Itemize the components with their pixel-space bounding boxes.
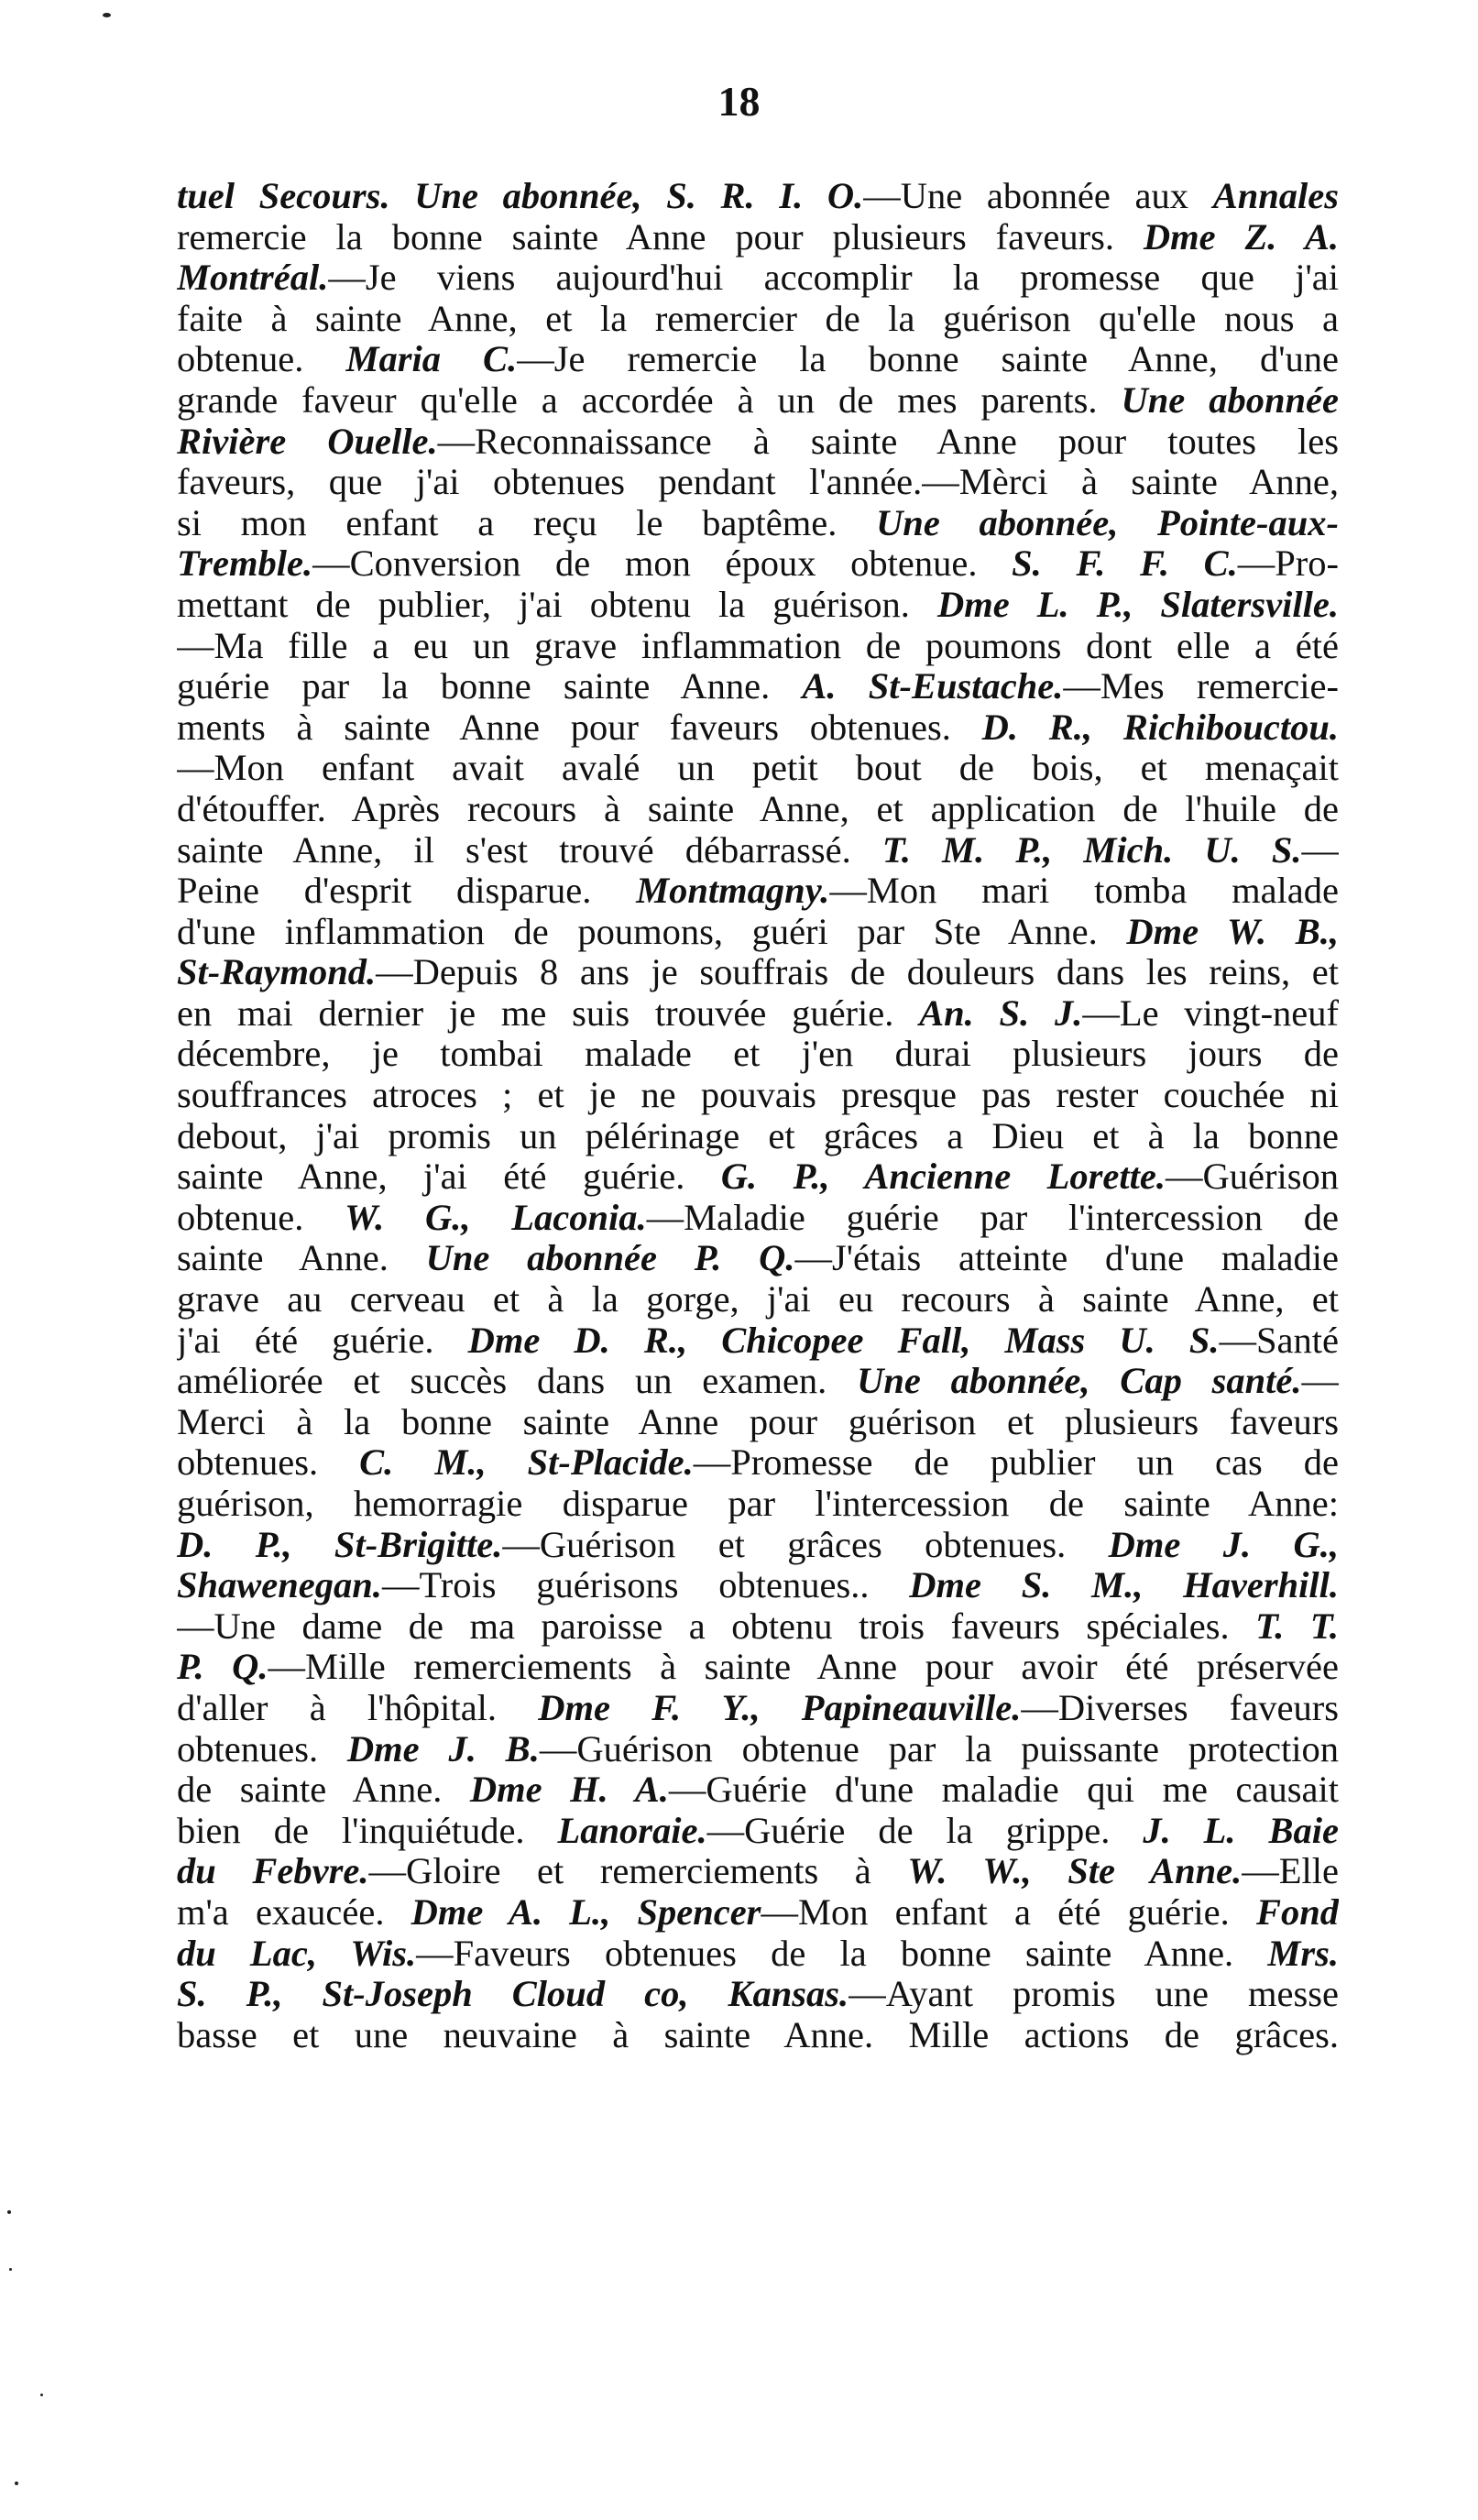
- text-segment: Peine d'esprit disparue.: [177, 871, 637, 912]
- italic-segment: W. W., Ste Anne.: [907, 1851, 1243, 1892]
- text-segment: —Une abonnée aux: [863, 176, 1213, 216]
- text-segment: —Faveurs obtenues de la bonne sainte Anne.: [416, 1933, 1268, 1974]
- text-segment: obtenues.: [177, 1442, 360, 1484]
- text-segment: d'une inflammation de poumons, guéri par Ste Anne.: [177, 911, 1127, 952]
- text-segment: sainte Anne, il s'est trouvé débarrassé.: [177, 829, 882, 871]
- text-segment: —Maladie guérie par l'intercession de: [646, 1197, 1339, 1238]
- text-segment: —Je viens aujourd'hui accomplir la promesse que j'ai: [328, 257, 1339, 299]
- text-segment: basse et une neuvaine à sainte Anne. Mille actions de grâces.: [177, 2014, 1339, 2055]
- italic-segment: S. P., St-Joseph Cloud co, Kansas.: [177, 1974, 849, 2015]
- italic-segment: Dme J. B.: [346, 1728, 540, 1769]
- italic-segment: A. St-Eustache.: [802, 666, 1064, 707]
- italic-segment: Dme D. R., Chicopee Fall, Mass U. S.: [467, 1320, 1220, 1361]
- text-segment: ments à sainte Anne pour faveurs obtenues.: [177, 707, 982, 748]
- text-line: [177, 1811, 1339, 1852]
- text-line: [177, 217, 1339, 258]
- italic-segment: Dme S. M., Haverhill.: [909, 1565, 1339, 1606]
- text-line: [177, 176, 1339, 217]
- text-line: [177, 1729, 1339, 1770]
- italic-segment: Lanoraie.: [557, 1810, 707, 1851]
- text-segment: bien de l'inquiétude.: [177, 1810, 558, 1851]
- text-segment: obtenue.: [177, 339, 346, 380]
- text-segment: —Guérison: [1166, 1156, 1339, 1198]
- italic-segment: Rivière Ouelle.: [177, 421, 438, 462]
- text-segment: d'étouffer. Après recours à sainte Anne, et application de l'huile de: [177, 788, 1339, 829]
- italic-segment: du Febvre.: [177, 1851, 369, 1892]
- text-segment: —Guérison obtenue par la puissante protection: [539, 1728, 1339, 1769]
- text-segment: sainte Anne, j'ai été guérie.: [177, 1156, 721, 1198]
- text-segment: sainte Anne.: [177, 1238, 426, 1279]
- text-segment: —Une dame de ma paroisse a obtenu trois faveurs spéciales.: [177, 1605, 1256, 1647]
- text-line: [177, 1156, 1339, 1198]
- text-line: [177, 912, 1339, 953]
- body-text: [177, 176, 1339, 2055]
- text-line: [177, 1361, 1339, 1402]
- text-line: [177, 1279, 1339, 1320]
- text-segment: —Le vingt-neuf: [1082, 992, 1339, 1034]
- italic-segment: T. M. P., Mich. U. S.: [881, 829, 1302, 871]
- italic-segment: S. F. F. C.: [1012, 543, 1238, 585]
- italic-segment: Annales: [1212, 176, 1339, 216]
- scan-speck: [7, 2210, 11, 2214]
- italic-segment: Mrs.: [1267, 1933, 1339, 1974]
- text-segment: souffrances atroces ; et je ne pouvais presque pas rester couchée ni: [177, 1075, 1339, 1116]
- text-segment: —Ayant promis une messe: [848, 1974, 1339, 2015]
- italic-segment: Dme H. A.: [469, 1769, 669, 1811]
- text-segment: j'ai été guérie.: [177, 1320, 468, 1361]
- text-segment: faite à sainte Anne, et la remercier de la guérison qu'elle nous a: [177, 298, 1339, 339]
- text-segment: —Elle: [1242, 1851, 1339, 1892]
- text-line: [177, 1075, 1339, 1116]
- italic-segment: D. R., Richibouctou.: [981, 707, 1339, 748]
- text-line: [177, 871, 1339, 912]
- text-line: [177, 1116, 1339, 1157]
- italic-segment: An. S. J.: [919, 992, 1083, 1034]
- text-segment: —Mon mari tomba malade: [829, 871, 1339, 912]
- text-segment: faveurs, que j'ai obtenues pendant l'année.—Mèrci à sainte Anne,: [177, 462, 1339, 503]
- text-segment: grande faveur qu'elle a accordée à un de mes parents.: [177, 379, 1122, 421]
- text-line: [177, 1238, 1339, 1279]
- italic-segment: Montmagny.: [636, 871, 830, 912]
- text-segment: si mon enfant a reçu le baptême.: [177, 502, 877, 543]
- text-segment: —Guérison et grâces obtenues.: [502, 1524, 1109, 1565]
- text-line: [177, 543, 1339, 585]
- scan-speck: [103, 13, 111, 17]
- text-segment: —Diverses faveurs: [1021, 1687, 1339, 1728]
- italic-segment: D. P., St-Brigitte.: [177, 1524, 503, 1565]
- text-line: [177, 503, 1339, 544]
- text-segment: obtenue.: [177, 1197, 345, 1238]
- text-line: [177, 462, 1339, 503]
- text-line: [177, 299, 1339, 340]
- text-line: [177, 707, 1339, 749]
- italic-segment: Une abonnée: [1121, 379, 1339, 421]
- text-segment: —Mille remerciements à sainte Anne pour avoir été préservée: [268, 1647, 1339, 1688]
- italic-segment: du Lac, Wis.: [177, 1933, 417, 1974]
- text-line: [177, 1565, 1339, 1606]
- italic-segment: Une abonnée, Cap santé.: [857, 1361, 1302, 1402]
- italic-segment: Shawenegan.: [177, 1565, 382, 1606]
- text-segment: —Santé: [1219, 1320, 1339, 1361]
- italic-segment: P. Q.: [177, 1647, 268, 1688]
- italic-segment: Dme L. P., Slatersville.: [936, 584, 1339, 625]
- text-segment: —: [1301, 829, 1339, 871]
- text-segment: obtenues.: [177, 1728, 347, 1769]
- italic-segment: Dme W. B.,: [1126, 911, 1339, 952]
- text-line: [177, 993, 1339, 1035]
- text-segment: —Guérie d'une maladie qui me causait: [668, 1769, 1339, 1811]
- text-line: [177, 1934, 1339, 1975]
- italic-segment: Dme J. G.,: [1108, 1524, 1339, 1565]
- text-line: [177, 1647, 1339, 1688]
- text-line: [177, 422, 1339, 463]
- text-line: [177, 830, 1339, 871]
- text-segment: mettant de publier, j'ai obtenu la guérison.: [177, 584, 937, 625]
- italic-segment: Dme Z. A.: [1143, 216, 1339, 257]
- italic-segment: C. M., St-Placide.: [359, 1442, 694, 1484]
- text-segment: —Mon enfant avait avalé un petit bout de bois, et menaçait: [177, 748, 1339, 789]
- text-line: [177, 789, 1339, 830]
- italic-segment: Dme F. Y., Papineauville.: [538, 1687, 1022, 1728]
- text-segment: en mai dernier je me suis trouvée guérie.: [177, 992, 920, 1034]
- text-line: [177, 1525, 1339, 1566]
- text-line: [177, 1198, 1339, 1239]
- text-segment: guérie par la bonne sainte Anne.: [177, 666, 803, 707]
- text-line: [177, 1974, 1339, 2015]
- page-number: 18: [717, 78, 761, 125]
- italic-segment: Dme A. L., Spencer: [411, 1891, 761, 1933]
- text-segment: guérison, hemorragie disparue par l'intercession de sainte Anne:: [177, 1484, 1339, 1524]
- text-segment: améliorée et succès dans un examen.: [177, 1361, 858, 1402]
- text-segment: —Guérie de la grippe.: [706, 1810, 1144, 1851]
- italic-segment: Maria C.: [345, 339, 518, 380]
- scan-speck: [9, 2268, 12, 2271]
- text-line: [177, 585, 1339, 626]
- text-line: [177, 2015, 1339, 2056]
- italic-segment: Une abonnée, Pointe-aux-: [876, 502, 1339, 543]
- text-line: [177, 380, 1339, 422]
- italic-segment: Tremble.: [177, 543, 313, 585]
- text-segment: —Pro-: [1237, 543, 1339, 585]
- text-line: [177, 748, 1339, 789]
- text-segment: —Conversion de mon époux obtenue.: [312, 543, 1013, 585]
- text-line: [177, 666, 1339, 707]
- text-segment: —Reconnaissance à sainte Anne pour toutes les: [437, 421, 1339, 462]
- text-segment: —Depuis 8 ans je souffrais de douleurs dans les reins, et: [376, 952, 1339, 993]
- text-segment: remercie la bonne sainte Anne pour plusieurs faveurs.: [177, 216, 1144, 257]
- text-line: [177, 1688, 1339, 1729]
- text-segment: —J'étais atteinte d'une maladie: [794, 1238, 1339, 1279]
- text-line: [177, 257, 1339, 299]
- text-line: [177, 1892, 1339, 1934]
- text-segment: —: [1301, 1361, 1339, 1402]
- text-line: [177, 1034, 1339, 1075]
- text-line: [177, 1402, 1339, 1443]
- italic-segment: Fond: [1255, 1891, 1339, 1933]
- italic-segment: Montréal.: [177, 257, 329, 299]
- text-line: [177, 626, 1339, 667]
- text-segment: décembre, je tombai malade et j'en durai plusieurs jours de: [177, 1034, 1339, 1075]
- text-segment: m'a exaucée.: [177, 1891, 411, 1933]
- text-line: [177, 339, 1339, 380]
- text-segment: —Gloire et remerciements à: [368, 1851, 908, 1892]
- text-segment: Merci à la bonne sainte Anne pour guérison et plusieurs faveurs: [177, 1401, 1339, 1442]
- text-segment: —Mes remercie-: [1063, 666, 1339, 707]
- italic-segment: tuel Secours. Une abonnée, S. R. I. O.: [177, 176, 864, 216]
- text-line: [177, 1442, 1339, 1484]
- text-line: [177, 1484, 1339, 1525]
- scan-speck: [15, 2482, 18, 2485]
- text-line: [177, 952, 1339, 993]
- text-line: [177, 1851, 1339, 1892]
- text-segment: —Mon enfant a été guérie.: [761, 1891, 1256, 1933]
- text-line: [177, 1320, 1339, 1362]
- italic-segment: G. P., Ancienne Lorette.: [720, 1156, 1166, 1198]
- italic-segment: T. T.: [1255, 1605, 1339, 1647]
- text-line: [177, 1606, 1339, 1648]
- scan-speck: [40, 2394, 43, 2396]
- text-segment: de sainte Anne.: [177, 1769, 470, 1811]
- text-segment: —Ma fille a eu un grave inflammation de poumons dont elle a été: [177, 625, 1339, 666]
- text-segment: d'aller à l'hôpital.: [177, 1687, 539, 1728]
- italic-segment: J. L. Baie: [1143, 1810, 1339, 1851]
- text-segment: —Trois guérisons obtenues..: [381, 1565, 910, 1606]
- italic-segment: Une abonnée P. Q.: [425, 1238, 795, 1279]
- text-segment: —Je remercie la bonne sainte Anne, d'une: [517, 339, 1339, 380]
- italic-segment: St-Raymond.: [177, 952, 377, 993]
- text-segment: grave au cerveau et à la gorge, j'ai eu recours à sainte Anne, et: [177, 1279, 1339, 1320]
- text-segment: —Promesse de publier un cas de: [693, 1442, 1339, 1484]
- italic-segment: W. G., Laconia.: [345, 1197, 647, 1238]
- text-line: [177, 1769, 1339, 1811]
- text-segment: debout, j'ai promis un pélérinage et grâces a Dieu et à la bonne: [177, 1115, 1339, 1156]
